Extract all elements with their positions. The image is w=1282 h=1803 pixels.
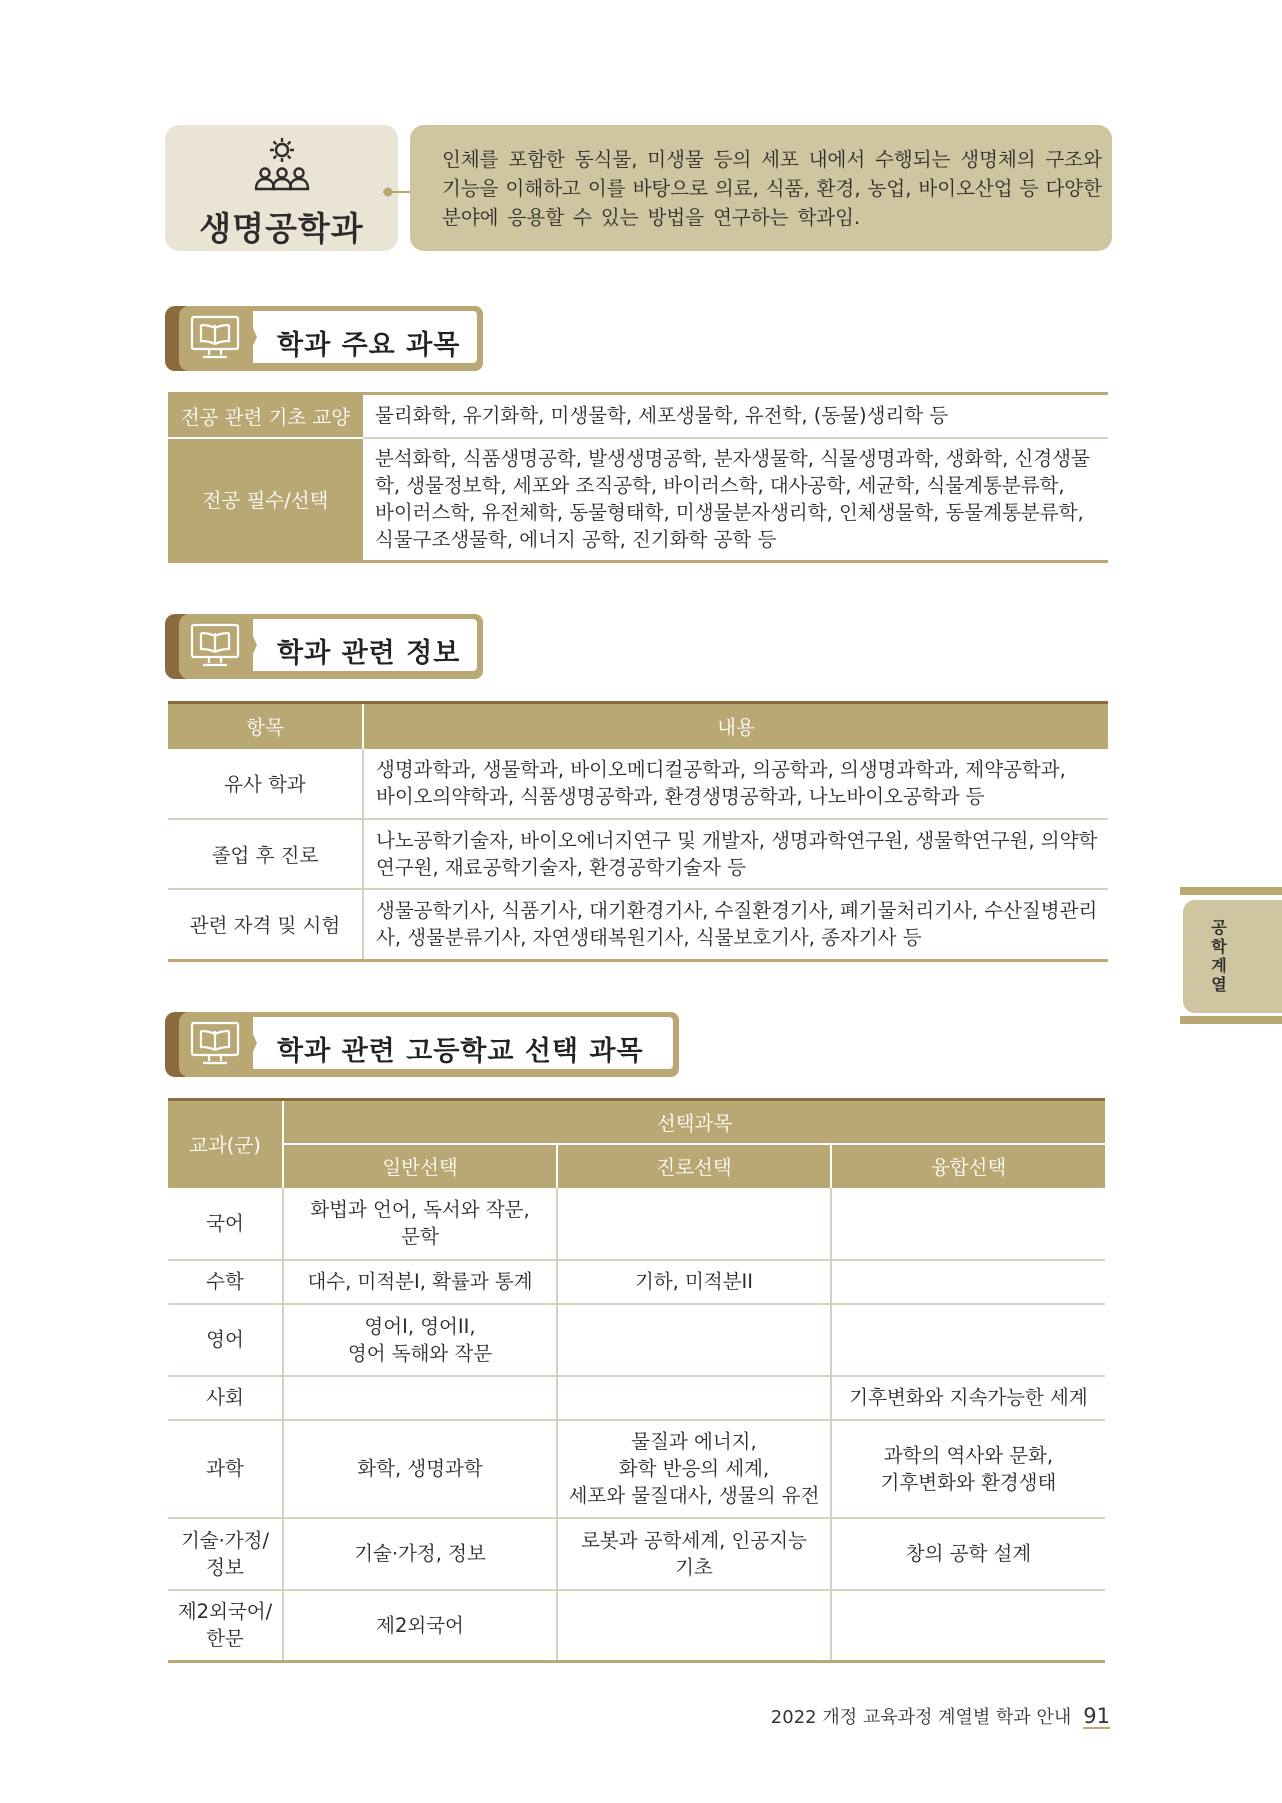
cell-career: 물질과 에너지, 화학 반응의 세계, 세포와 물질대사, 생물의 유전: [557, 1420, 831, 1518]
row-label: 전공 필수/선택: [168, 438, 363, 562]
description-word: 포함한: [508, 148, 565, 171]
department-description: [410, 125, 1112, 251]
table-row: [168, 1518, 1105, 1590]
page-footer: [771, 1703, 1110, 1729]
cell-subject: 사회: [168, 1376, 283, 1420]
table-row: [168, 394, 1108, 438]
column-header-group: 선택과목: [283, 1100, 1105, 1144]
cell-general: 화학, 생명과학: [283, 1420, 557, 1518]
cell-general: 화법과 언어, 독서와 작문, 문학: [283, 1188, 557, 1260]
table-header-row: [168, 703, 1108, 749]
related-info-table: [168, 701, 1108, 962]
description-word: 미생물: [647, 148, 704, 171]
cell-subject: 기술·가정/ 정보: [168, 1518, 283, 1590]
cell-subject: 과학: [168, 1420, 283, 1518]
description-word: 이해하고: [505, 177, 581, 200]
side-tab-bar-bottom: [1180, 1016, 1282, 1024]
description-word: 등의: [713, 148, 752, 171]
cell-subject: 국어: [168, 1188, 283, 1260]
table-row: [168, 1188, 1105, 1260]
side-tab-char: 학: [1211, 937, 1227, 956]
description-line-3: [442, 203, 1102, 232]
table-row: [168, 1376, 1105, 1420]
side-tab: [1183, 900, 1282, 1013]
description-word: 동식물,: [574, 148, 638, 171]
page-number: 91: [1083, 1704, 1110, 1728]
description-word: 인체를: [442, 148, 499, 171]
description-word: 바탕으로: [632, 177, 708, 200]
description-word: 학과임.: [797, 206, 861, 229]
book-monitor-icon: [189, 1020, 241, 1068]
description-word: 농업,: [867, 177, 912, 200]
description-word: 이를: [587, 177, 626, 200]
side-tab-char: 열: [1211, 975, 1227, 994]
description-word: 의료,: [714, 177, 759, 200]
description-word: 환경,: [816, 177, 861, 200]
gear-people-icon: [249, 135, 315, 197]
major-courses-table: [168, 392, 1108, 563]
cell-fusion: [831, 1188, 1105, 1260]
cell-general: 영어I, 영어II, 영어 독해와 작문: [283, 1304, 557, 1376]
section-title: 학과 관련 정보: [277, 638, 461, 669]
side-tab-char: 계: [1211, 956, 1227, 975]
table-row: [168, 438, 1108, 562]
description-word: 바이오산업: [918, 177, 1013, 200]
row-content: 생물공학기사, 식품기사, 대기환경기사, 수질환경기사, 폐기물처리기사, 수산질병관리 사, 생물분류기사, 자연생태복원기사, 식물보호기사, 종자기사 등: [363, 889, 1108, 961]
department-name: 생명공학과: [199, 209, 364, 248]
cell-career: 로봇과 공학세계, 인공지능 기초: [557, 1518, 831, 1590]
cell-career: [557, 1376, 831, 1420]
cell-fusion: [831, 1260, 1105, 1304]
cell-general: [283, 1376, 557, 1420]
description-word: 구조와: [1045, 148, 1102, 171]
table-row: [168, 889, 1108, 961]
cell-subject: 영어: [168, 1304, 283, 1376]
hs-courses-table: [168, 1098, 1105, 1663]
table-row: [168, 1260, 1105, 1304]
cell-fusion: 과학의 역사와 문화, 기후변화와 환경생태: [831, 1420, 1105, 1518]
cell-fusion: [831, 1590, 1105, 1662]
section-title: 학과 주요 과목: [277, 330, 461, 361]
row-label: 전공 관련 기초 교양: [168, 394, 363, 438]
side-tab-char: 공: [1211, 918, 1227, 937]
column-header: 진로선택: [557, 1144, 831, 1188]
section-header-related-info: [165, 614, 483, 679]
section-header-major-courses: [165, 306, 483, 371]
table-row: [168, 749, 1108, 819]
book-monitor-icon: [189, 314, 241, 362]
row-content: 나노공학기술자, 바이오에너지연구 및 개발자, 생명과학연구원, 생물학연구원, 의약학 연구원, 재료공학기술자, 환경공학기술자 등: [363, 819, 1108, 889]
description-word: 등: [1019, 177, 1039, 200]
description-word: 기능을: [442, 177, 499, 200]
description-word: 생명체의: [960, 148, 1036, 171]
description-word: 식품,: [765, 177, 810, 200]
column-header-subject: 교과(군): [168, 1100, 283, 1188]
cell-career: 기하, 미적분II: [557, 1260, 831, 1304]
cell-subject: 수학: [168, 1260, 283, 1304]
table-header-row: [168, 1100, 1105, 1144]
description-word: 방법을: [647, 206, 705, 229]
description-line-1: [442, 145, 1102, 174]
column-header: 항목: [168, 703, 363, 749]
cell-subject: 제2외국어/ 한문: [168, 1590, 283, 1662]
description-word: 있는: [600, 206, 639, 229]
cell-career: [557, 1188, 831, 1260]
row-item: 유사 학과: [168, 749, 363, 819]
table-row: [168, 1420, 1105, 1518]
column-header: 내용: [363, 703, 1108, 749]
description-word: 수: [573, 206, 592, 229]
table-row: [168, 1304, 1105, 1376]
description-word: 다양한: [1045, 177, 1102, 200]
description-line-2: [442, 174, 1102, 203]
footer-title: 2022 개정 교육과정 계열별 학과 안내: [770, 1707, 1072, 1728]
description-word: 분야에: [442, 206, 499, 229]
row-item: 관련 자격 및 시험: [168, 889, 363, 961]
row-value: 분석화학, 식품생명공학, 발생생명공학, 분자생물학, 식물생명과학, 생화학, 신경생물 학, 생물정보학, 세포와 조직공학, 바이러스학, 대사공학, 세균학, 식물계통분류학, 바이러스학, 유전체학, 동물형태학, 미생물분자생리학, 인체생물학, 동물계통분류학, 식물구조생물학, 에너지 공학, 진기화학 공학 등: [363, 438, 1108, 562]
cell-fusion: 기후변화와 지속가능한 세계: [831, 1376, 1105, 1420]
description-word: 세포: [761, 148, 799, 171]
cell-general: 대수, 미적분I, 확률과 통계: [283, 1260, 557, 1304]
column-header: 일반선택: [283, 1144, 557, 1188]
description-word: 수행되는: [875, 148, 951, 171]
table-row: [168, 1590, 1105, 1662]
row-item: 졸업 후 진로: [168, 819, 363, 889]
cell-career: [557, 1590, 831, 1662]
cell-career: [557, 1304, 831, 1376]
row-content: 생명과학과, 생물학과, 바이오메디컬공학과, 의공학과, 의생명과학과, 제약공학과, 바이오의약학과, 식품생명공학과, 환경생명공학과, 나노바이오공학과 등: [363, 749, 1108, 819]
section-title: 학과 관련 고등학교 선택 과목: [277, 1036, 644, 1067]
cell-fusion: 창의 공학 설계: [831, 1518, 1105, 1590]
side-tab-label: [1206, 918, 1232, 994]
cell-general: 제2외국어: [283, 1590, 557, 1662]
description-word: 내에서: [808, 148, 866, 171]
description-word: 연구하는: [713, 206, 789, 229]
column-header: 융합선택: [831, 1144, 1105, 1188]
cell-fusion: [831, 1304, 1105, 1376]
cell-general: 기술·가정, 정보: [283, 1518, 557, 1590]
description-word: 응용할: [507, 206, 565, 229]
section-header-hs-courses: [165, 1012, 679, 1077]
row-value: 물리화학, 유기화학, 미생물학, 세포생물학, 유전학, (동물)생리학 등: [363, 394, 1108, 438]
side-tab-bar-top: [1180, 887, 1282, 895]
book-monitor-icon: [189, 622, 241, 670]
department-card: [165, 125, 398, 251]
table-row: [168, 819, 1108, 889]
table-subheader-row: [168, 1144, 1105, 1188]
